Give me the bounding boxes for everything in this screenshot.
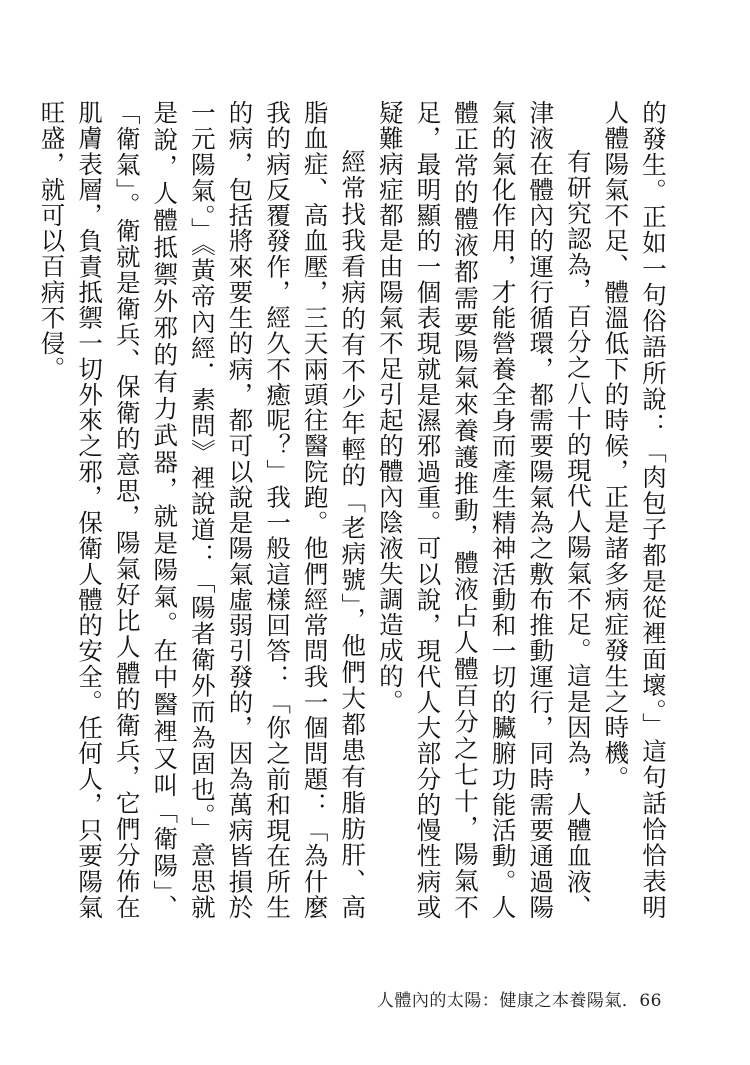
- page-number: 66: [639, 991, 662, 1011]
- running-title: 人體內的太陽：健康之本養陽氣: [376, 991, 622, 1011]
- footer-separator: ．: [621, 991, 640, 1011]
- page-footer: [377, 986, 662, 1011]
- vertical-text-body: [37, 100, 672, 920]
- paragraph-2: 有研究認為，百分之八十的現代人陽氣不足。這是因為，人體血液、津液在體內的運行循環，都需要陽氣為之敷布推動運行，同時需要通過陽氣的氣化作用，才能營養全身而產生精神活動和一切的臟腑功能活動。人體正常的體液都需要陽氣來養護推動，體液占人體百分之七十，陽氣不足，最明顯的一個表現就是濕邪過重。可以說，現代人大部分的慢性病或疑難病症都是由陽氣不足引起的體內陰液失調造成的。: [375, 100, 593, 920]
- paragraph-1: 的發生。正如一句俗語所說：「肉包子都是從裡面壞。」這句話恰恰表明人體陽氣不足、體溫低下的時候，正是諸多病症發生之時機。: [601, 100, 668, 920]
- paragraph-3: 經常找我看病的有不少年輕的「老病號」，他們大都患有脂肪肝、高脂血症、高血壓，三天兩頭往醫院跑。他們經常問我一個問題：「為什麼我的病反覆發作，經久不癒呢？」我一般這樣回答：「你之前和現在所生的病，包括將來要生的病，都可以說是陽氣虛弱引發的，因為萬病皆損於一元陽氣。」《黃帝內經．素問》裡說道：「陽者衛外而為固也。」意思就是說，人體抵禦外邪的有力武器，就是陽氣。在中醫裡又叫「衛陽」、「衛氣」。衛就是衛兵、保衛的意思，陽氣好比人體的衛兵，它們分佈在肌膚表層，負責抵禦一切外來之邪，保衛人體的安全。任何人，只要陽氣旺盛，就可以百病不侵。: [37, 100, 368, 920]
